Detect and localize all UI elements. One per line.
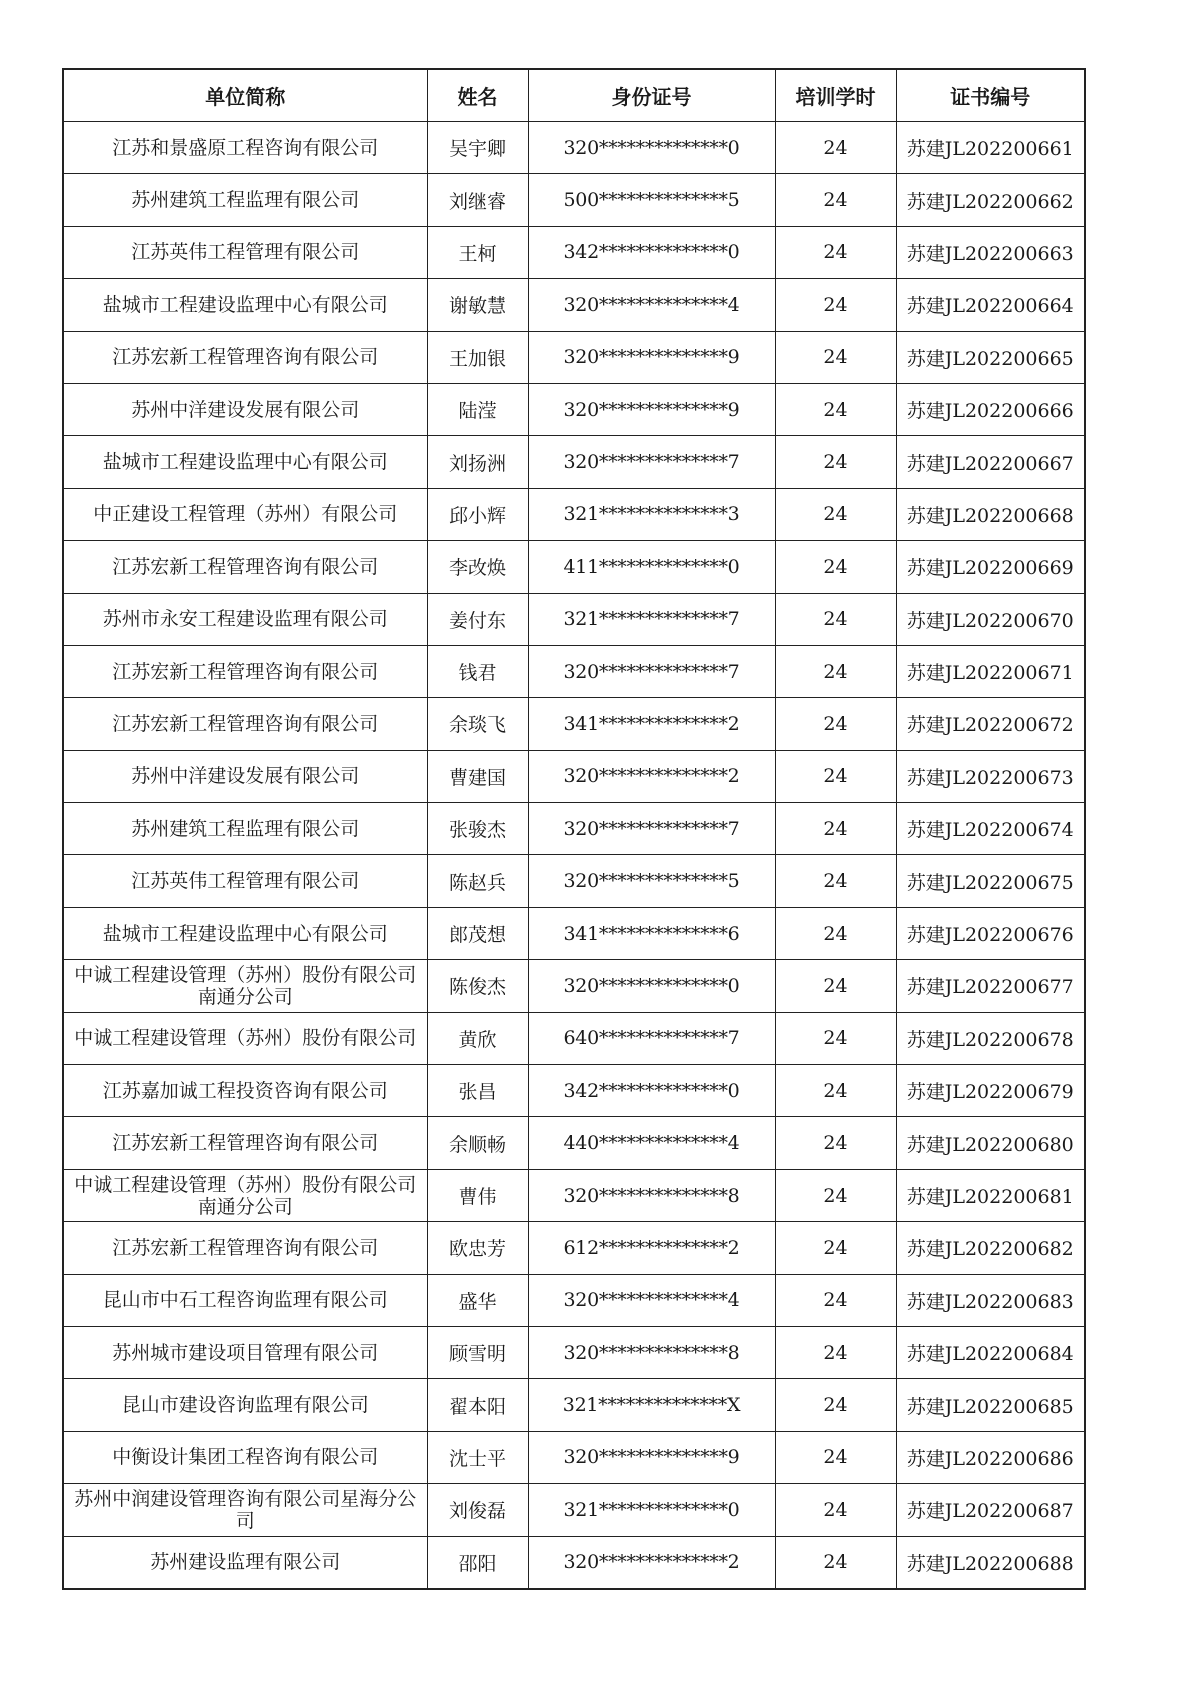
row-name: 邵阳 bbox=[427, 1536, 528, 1589]
row-training-hours: 24 bbox=[775, 1169, 896, 1221]
table-row bbox=[63, 1274, 1085, 1326]
header-row bbox=[63, 69, 1085, 122]
row-id-number: 640**************7 bbox=[528, 1012, 775, 1064]
row-certificate-number: 苏建JL202200682 bbox=[896, 1222, 1085, 1274]
row-unit: 苏州中润建设管理咨询有限公司星海分公司 bbox=[63, 1484, 427, 1536]
row-name: 盛华 bbox=[427, 1274, 528, 1326]
row-unit: 苏州建设监理有限公司 bbox=[63, 1536, 427, 1589]
table-row bbox=[63, 1431, 1085, 1483]
row-training-hours: 24 bbox=[775, 750, 896, 802]
row-unit: 盐城市工程建设监理中心有限公司 bbox=[63, 279, 427, 331]
row-certificate-number: 苏建JL202200677 bbox=[896, 960, 1085, 1012]
row-unit: 苏州建筑工程监理有限公司 bbox=[63, 174, 427, 226]
table-row bbox=[63, 907, 1085, 959]
row-training-hours: 24 bbox=[775, 1065, 896, 1117]
row-training-hours: 24 bbox=[775, 541, 896, 593]
row-certificate-number: 苏建JL202200676 bbox=[896, 907, 1085, 959]
table-row bbox=[63, 1484, 1085, 1536]
row-training-hours: 24 bbox=[775, 331, 896, 383]
table-body bbox=[63, 122, 1085, 1589]
row-id-number: 341**************2 bbox=[528, 698, 775, 750]
row-unit: 苏州城市建设项目管理有限公司 bbox=[63, 1326, 427, 1378]
row-training-hours: 24 bbox=[775, 1326, 896, 1378]
row-certificate-number: 苏建JL202200673 bbox=[896, 750, 1085, 802]
row-unit: 中衡设计集团工程咨询有限公司 bbox=[63, 1431, 427, 1483]
row-unit: 江苏宏新工程管理咨询有限公司 bbox=[63, 645, 427, 697]
row-name: 王加银 bbox=[427, 331, 528, 383]
row-id-number: 320**************2 bbox=[528, 750, 775, 802]
row-name: 余顺畅 bbox=[427, 1117, 528, 1169]
row-id-number: 612**************2 bbox=[528, 1222, 775, 1274]
row-certificate-number: 苏建JL202200688 bbox=[896, 1536, 1085, 1589]
row-certificate-number: 苏建JL202200669 bbox=[896, 541, 1085, 593]
table-row bbox=[63, 645, 1085, 697]
row-training-hours: 24 bbox=[775, 1117, 896, 1169]
row-id-number: 342**************0 bbox=[528, 1065, 775, 1117]
row-unit: 江苏英伟工程管理有限公司 bbox=[63, 226, 427, 278]
row-name: 姜付东 bbox=[427, 593, 528, 645]
row-id-number: 320**************5 bbox=[528, 855, 775, 907]
header-id-number: 身份证号 bbox=[528, 69, 775, 122]
row-name: 翟本阳 bbox=[427, 1379, 528, 1431]
row-training-hours: 24 bbox=[775, 1536, 896, 1589]
row-name: 陈赵兵 bbox=[427, 855, 528, 907]
table-row bbox=[63, 803, 1085, 855]
table-row bbox=[63, 436, 1085, 488]
row-unit: 江苏宏新工程管理咨询有限公司 bbox=[63, 698, 427, 750]
row-name: 钱君 bbox=[427, 645, 528, 697]
row-unit: 盐城市工程建设监理中心有限公司 bbox=[63, 436, 427, 488]
row-name: 陈俊杰 bbox=[427, 960, 528, 1012]
row-name: 谢敏慧 bbox=[427, 279, 528, 331]
row-training-hours: 24 bbox=[775, 1484, 896, 1536]
row-name: 张骏杰 bbox=[427, 803, 528, 855]
table-row bbox=[63, 541, 1085, 593]
row-certificate-number: 苏建JL202200680 bbox=[896, 1117, 1085, 1169]
table-row bbox=[63, 1222, 1085, 1274]
header-training-hours: 培训学时 bbox=[775, 69, 896, 122]
table-row bbox=[63, 174, 1085, 226]
row-unit: 苏州中洋建设发展有限公司 bbox=[63, 750, 427, 802]
row-unit: 苏州建筑工程监理有限公司 bbox=[63, 803, 427, 855]
row-name: 郎茂想 bbox=[427, 907, 528, 959]
row-unit: 昆山市中石工程咨询监理有限公司 bbox=[63, 1274, 427, 1326]
row-certificate-number: 苏建JL202200685 bbox=[896, 1379, 1085, 1431]
row-id-number: 320**************9 bbox=[528, 331, 775, 383]
table-row bbox=[63, 383, 1085, 435]
table-row bbox=[63, 593, 1085, 645]
row-id-number: 321**************X bbox=[528, 1379, 775, 1431]
row-certificate-number: 苏建JL202200674 bbox=[896, 803, 1085, 855]
row-certificate-number: 苏建JL202200666 bbox=[896, 383, 1085, 435]
header-unit: 单位简称 bbox=[63, 69, 427, 122]
table-row bbox=[63, 1379, 1085, 1431]
row-training-hours: 24 bbox=[775, 1379, 896, 1431]
row-training-hours: 24 bbox=[775, 226, 896, 278]
row-certificate-number: 苏建JL202200679 bbox=[896, 1065, 1085, 1117]
row-name: 吴宇卿 bbox=[427, 122, 528, 174]
row-id-number: 320**************0 bbox=[528, 122, 775, 174]
row-unit: 江苏宏新工程管理咨询有限公司 bbox=[63, 541, 427, 593]
row-name: 欧忠芳 bbox=[427, 1222, 528, 1274]
table-row bbox=[63, 122, 1085, 174]
row-id-number: 321**************3 bbox=[528, 488, 775, 540]
row-name: 余琰飞 bbox=[427, 698, 528, 750]
table-row bbox=[63, 698, 1085, 750]
row-unit: 中正建设工程管理（苏州）有限公司 bbox=[63, 488, 427, 540]
row-unit: 中诚工程建设管理（苏州）股份有限公司南通分公司 bbox=[63, 960, 427, 1012]
table-row bbox=[63, 488, 1085, 540]
row-unit: 江苏和景盛原工程咨询有限公司 bbox=[63, 122, 427, 174]
row-certificate-number: 苏建JL202200681 bbox=[896, 1169, 1085, 1221]
row-training-hours: 24 bbox=[775, 488, 896, 540]
row-training-hours: 24 bbox=[775, 1012, 896, 1064]
row-name: 刘继睿 bbox=[427, 174, 528, 226]
row-id-number: 320**************8 bbox=[528, 1326, 775, 1378]
row-unit: 苏州中洋建设发展有限公司 bbox=[63, 383, 427, 435]
row-id-number: 342**************0 bbox=[528, 226, 775, 278]
row-certificate-number: 苏建JL202200664 bbox=[896, 279, 1085, 331]
header-name: 姓名 bbox=[427, 69, 528, 122]
row-id-number: 320**************9 bbox=[528, 383, 775, 435]
header-certificate-number: 证书编号 bbox=[896, 69, 1085, 122]
table-row bbox=[63, 1012, 1085, 1064]
row-training-hours: 24 bbox=[775, 960, 896, 1012]
row-name: 邱小辉 bbox=[427, 488, 528, 540]
row-name: 李改焕 bbox=[427, 541, 528, 593]
table-row bbox=[63, 331, 1085, 383]
row-certificate-number: 苏建JL202200687 bbox=[896, 1484, 1085, 1536]
row-name: 沈士平 bbox=[427, 1431, 528, 1483]
row-name: 刘俊磊 bbox=[427, 1484, 528, 1536]
row-name: 曹建国 bbox=[427, 750, 528, 802]
row-id-number: 321**************0 bbox=[528, 1484, 775, 1536]
row-unit: 中诚工程建设管理（苏州）股份有限公司南通分公司 bbox=[63, 1169, 427, 1221]
row-training-hours: 24 bbox=[775, 122, 896, 174]
row-unit: 苏州市永安工程建设监理有限公司 bbox=[63, 593, 427, 645]
row-training-hours: 24 bbox=[775, 436, 896, 488]
table-row bbox=[63, 1536, 1085, 1589]
table-row bbox=[63, 750, 1085, 802]
row-certificate-number: 苏建JL202200661 bbox=[896, 122, 1085, 174]
row-name: 张昌 bbox=[427, 1065, 528, 1117]
row-id-number: 320**************4 bbox=[528, 1274, 775, 1326]
row-name: 陆滢 bbox=[427, 383, 528, 435]
row-certificate-number: 苏建JL202200670 bbox=[896, 593, 1085, 645]
training-certificate-table bbox=[62, 68, 1086, 1590]
row-unit: 昆山市建设咨询监理有限公司 bbox=[63, 1379, 427, 1431]
row-certificate-number: 苏建JL202200667 bbox=[896, 436, 1085, 488]
row-unit: 中诚工程建设管理（苏州）股份有限公司 bbox=[63, 1012, 427, 1064]
row-unit: 江苏嘉加诚工程投资咨询有限公司 bbox=[63, 1065, 427, 1117]
row-training-hours: 24 bbox=[775, 279, 896, 331]
row-id-number: 440**************4 bbox=[528, 1117, 775, 1169]
row-name: 曹伟 bbox=[427, 1169, 528, 1221]
row-certificate-number: 苏建JL202200686 bbox=[896, 1431, 1085, 1483]
row-id-number: 320**************2 bbox=[528, 1536, 775, 1589]
row-id-number: 320**************0 bbox=[528, 960, 775, 1012]
row-id-number: 341**************6 bbox=[528, 907, 775, 959]
row-training-hours: 24 bbox=[775, 855, 896, 907]
row-id-number: 411**************0 bbox=[528, 541, 775, 593]
row-name: 王柯 bbox=[427, 226, 528, 278]
table-row bbox=[63, 855, 1085, 907]
row-id-number: 500**************5 bbox=[528, 174, 775, 226]
row-training-hours: 24 bbox=[775, 1274, 896, 1326]
row-certificate-number: 苏建JL202200663 bbox=[896, 226, 1085, 278]
table-row bbox=[63, 960, 1085, 1012]
row-certificate-number: 苏建JL202200671 bbox=[896, 645, 1085, 697]
row-unit: 盐城市工程建设监理中心有限公司 bbox=[63, 907, 427, 959]
row-certificate-number: 苏建JL202200684 bbox=[896, 1326, 1085, 1378]
row-certificate-number: 苏建JL202200662 bbox=[896, 174, 1085, 226]
table-row bbox=[63, 226, 1085, 278]
row-training-hours: 24 bbox=[775, 1222, 896, 1274]
row-certificate-number: 苏建JL202200672 bbox=[896, 698, 1085, 750]
row-id-number: 321**************7 bbox=[528, 593, 775, 645]
row-id-number: 320**************7 bbox=[528, 803, 775, 855]
row-certificate-number: 苏建JL202200678 bbox=[896, 1012, 1085, 1064]
row-certificate-number: 苏建JL202200665 bbox=[896, 331, 1085, 383]
row-id-number: 320**************7 bbox=[528, 436, 775, 488]
row-name: 刘扬洲 bbox=[427, 436, 528, 488]
row-id-number: 320**************8 bbox=[528, 1169, 775, 1221]
row-training-hours: 24 bbox=[775, 174, 896, 226]
table-row bbox=[63, 1117, 1085, 1169]
row-training-hours: 24 bbox=[775, 383, 896, 435]
row-unit: 江苏宏新工程管理咨询有限公司 bbox=[63, 1222, 427, 1274]
row-id-number: 320**************9 bbox=[528, 1431, 775, 1483]
table-row bbox=[63, 1169, 1085, 1221]
row-certificate-number: 苏建JL202200668 bbox=[896, 488, 1085, 540]
row-name: 黄欣 bbox=[427, 1012, 528, 1064]
table-row bbox=[63, 279, 1085, 331]
row-training-hours: 24 bbox=[775, 907, 896, 959]
row-training-hours: 24 bbox=[775, 645, 896, 697]
row-unit: 江苏英伟工程管理有限公司 bbox=[63, 855, 427, 907]
row-id-number: 320**************4 bbox=[528, 279, 775, 331]
row-certificate-number: 苏建JL202200675 bbox=[896, 855, 1085, 907]
table-header bbox=[63, 69, 1085, 122]
row-training-hours: 24 bbox=[775, 1431, 896, 1483]
row-id-number: 320**************7 bbox=[528, 645, 775, 697]
row-unit: 江苏宏新工程管理咨询有限公司 bbox=[63, 1117, 427, 1169]
row-training-hours: 24 bbox=[775, 803, 896, 855]
table-row bbox=[63, 1065, 1085, 1117]
row-name: 顾雪明 bbox=[427, 1326, 528, 1378]
row-unit: 江苏宏新工程管理咨询有限公司 bbox=[63, 331, 427, 383]
table-row bbox=[63, 1326, 1085, 1378]
row-training-hours: 24 bbox=[775, 698, 896, 750]
row-training-hours: 24 bbox=[775, 593, 896, 645]
row-certificate-number: 苏建JL202200683 bbox=[896, 1274, 1085, 1326]
